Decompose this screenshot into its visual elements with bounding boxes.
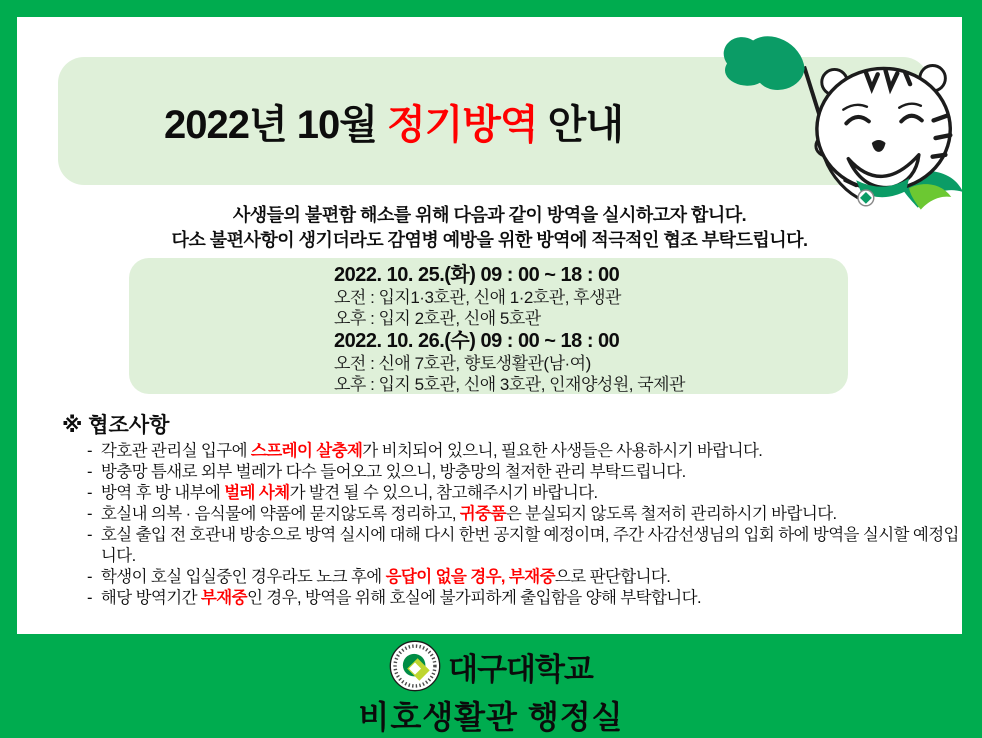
schedule-day2-afternoon: 오후 : 입지 5호관, 신애 3호관, 인재양성원, 국제관 bbox=[334, 375, 685, 394]
bullet-marker: - bbox=[87, 442, 92, 460]
page-title: 2022년 10월 정기방역 안내 bbox=[164, 102, 623, 147]
daegu-university-logo bbox=[389, 640, 441, 692]
notes-list bbox=[87, 441, 959, 609]
schedule-day1-morning: 오전 : 입지1·3호관, 신애 1·2호관, 후생관 bbox=[334, 288, 621, 307]
note-text: 각호관 관리실 입구에 스프레이 살충제가 비치되어 있으니, 필요한 사생들은 사용하시기 바랍니다. bbox=[100, 442, 763, 460]
schedule-box bbox=[129, 258, 848, 394]
intro-line-2: 다소 불편사항이 생기더라도 감염병 예방을 위한 방역에 적극적인 협조 부탁드립니다. bbox=[171, 230, 808, 250]
bullet-marker: - bbox=[87, 463, 92, 481]
tiger-head bbox=[817, 68, 950, 190]
note-item bbox=[87, 588, 959, 609]
note-item bbox=[87, 567, 959, 588]
notes-heading: ※ 협조사항 bbox=[62, 414, 170, 437]
intro-line-1: 사생들의 불편함 해소를 위해 다음과 같이 방역을 실시하고자 합니다. bbox=[232, 205, 747, 225]
note-item bbox=[87, 441, 959, 462]
note-item bbox=[87, 504, 959, 525]
note-item bbox=[87, 525, 959, 567]
note-text: 학생이 호실 입실중인 경우라도 노크 후에 응답이 없을 경우, 부재중으로 판단합니다. bbox=[100, 568, 671, 586]
schedule-day1-afternoon: 오후 : 입지 2호관, 신애 5호관 bbox=[334, 309, 541, 328]
office-name: 비호생활관 행정실 bbox=[358, 699, 624, 735]
note-text: 호실 출입 전 호관내 방송으로 방역 실시에 대해 다시 한번 공지할 예정이며, 주간 사감선생님의 입회 하에 방역을 실시할 예정입니다. bbox=[100, 526, 959, 565]
bullet-marker: - bbox=[87, 589, 92, 607]
note-text: 방역 후 방 내부에 벌레 사체가 발견 될 수 있으니, 참고해주시기 바랍니다. bbox=[100, 484, 598, 502]
bullet-marker: - bbox=[87, 526, 92, 544]
bullet-marker: - bbox=[87, 484, 92, 502]
note-text: 해당 방역기간 부재중인 경우, 방역을 위해 호실에 불가피하게 출입함을 양해 부탁합니다. bbox=[100, 589, 701, 607]
green-flag bbox=[724, 37, 804, 90]
footer-university-row bbox=[0, 640, 982, 692]
bullet-marker: - bbox=[87, 568, 92, 586]
schedule-day2-date: 2022. 10. 26.(수) 09 : 00 ~ 18 : 00 bbox=[334, 330, 620, 352]
tiger-mascot-illustration bbox=[709, 21, 964, 213]
university-name: 대구대학교 bbox=[448, 651, 593, 687]
note-text: 호실내 의복 · 음식물에 약품에 묻지않도록 정리하고, 귀중품은 분실되지 않도록 철저히 관리하시기 바랍니다. bbox=[100, 505, 837, 523]
bullet-marker: - bbox=[87, 505, 92, 523]
note-item bbox=[87, 462, 959, 483]
schedule-day2-morning: 오전 : 신애 7호관, 향토생활관(남·여) bbox=[334, 354, 591, 373]
note-item bbox=[87, 483, 959, 504]
note-text: 방충망 틈새로 외부 벌레가 다수 들어오고 있으니, 방충망의 철저한 관리 부탁드립니다. bbox=[100, 463, 686, 481]
schedule-day1-date: 2022. 10. 25.(화) 09 : 00 ~ 18 : 00 bbox=[334, 264, 620, 286]
content-panel bbox=[17, 17, 962, 634]
